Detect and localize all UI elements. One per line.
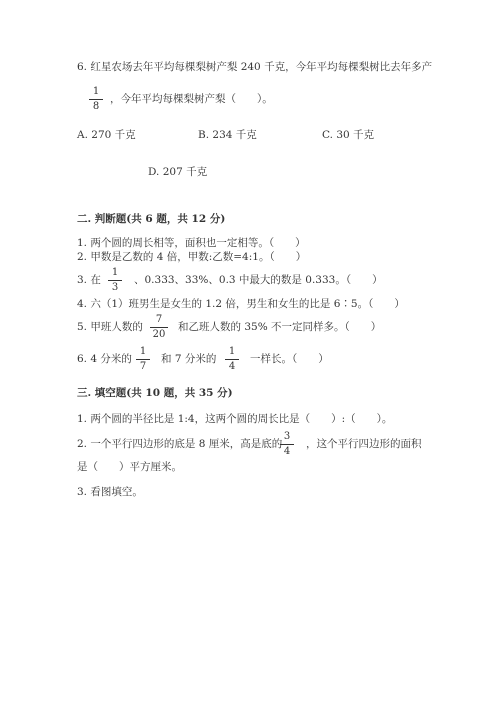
fraction-numerator: 7 — [155, 314, 163, 325]
s3-question-2-fraction — [280, 431, 294, 458]
s2-question-3-pre: 3. 在 — [77, 274, 101, 286]
fraction-bar — [89, 99, 103, 100]
q6-fraction — [89, 86, 103, 113]
fraction-numerator: 1 — [139, 346, 147, 357]
fraction-numerator: 1 — [92, 86, 100, 97]
s3-question-1: 1. 两个圆的半径比是 1:4，这两个圆的周长比是（ ）:（ ）。 — [77, 413, 393, 425]
s2-question-1: 1. 两个圆的周长相等，面积也一定相等。（ ） — [77, 237, 306, 249]
q6-option-d[interactable]: D. 207 千克 — [148, 166, 208, 178]
fraction-denominator: 4 — [283, 446, 291, 457]
fraction-bar — [108, 280, 122, 281]
q6-option-b[interactable]: B. 234 千克 — [198, 129, 257, 141]
fraction-numerator: 1 — [111, 267, 119, 278]
s2-question-3-fraction — [108, 267, 122, 294]
s2-question-3-post: 、0.333、33%、0.3 中最大的数是 0.333。（ ） — [134, 274, 383, 286]
q6-stem-continued: ，今年平均每棵梨树产梨（ ）。 — [110, 93, 273, 105]
s3-question-2-line2: 是（ ）平方厘米。 — [77, 461, 182, 473]
s2-question-4: 4. 六（1）班男生是女生的 1.2 倍，男生和女生的比是 6∶5。（ ） — [77, 298, 405, 310]
fraction-numerator: 1 — [228, 346, 236, 357]
s2-question-6-pre: 6. 4 分米的 — [77, 353, 132, 365]
q6-option-c[interactable]: C. 30 千克 — [322, 129, 375, 141]
fraction-numerator: 3 — [283, 431, 291, 442]
s2-question-6-fraction-1 — [136, 346, 150, 373]
fraction-denominator: 8 — [92, 101, 100, 112]
fraction-bar — [136, 359, 150, 360]
s2-question-5-fraction — [150, 314, 168, 341]
s2-question-6-post: 一样长。（ ） — [250, 353, 329, 365]
s3-question-2-post: ，这个平行四边形的面积 — [306, 438, 422, 450]
section2-title: 二. 判断题(共 6 题，共 12 分) — [77, 213, 226, 225]
s2-question-5-post: 和乙班人数的 35% 不一定同样多。（ ） — [178, 321, 382, 333]
fraction-bar — [225, 359, 239, 360]
s2-question-6-fraction-2 — [225, 346, 239, 373]
fraction-denominator: 4 — [228, 361, 236, 372]
fraction-denominator: 3 — [111, 282, 119, 293]
s2-question-6-mid: 和 7 分米的 — [161, 353, 217, 365]
fraction-denominator: 20 — [152, 329, 166, 340]
fraction-bar — [280, 444, 294, 445]
q6-stem: 6. 红星农场去年平均每棵梨树产梨 240 千克，今年平均每棵梨树比去年多产 — [77, 61, 433, 73]
s3-question-3: 3. 看图填空。 — [77, 486, 143, 498]
s2-question-5-pre: 5. 甲班人数的 — [77, 321, 143, 333]
fraction-denominator: 7 — [139, 361, 147, 372]
s2-question-2: 2. 甲数是乙数的 4 倍，甲数:乙数=4:1。（ ） — [77, 251, 307, 263]
q6-option-a[interactable]: A. 270 千克 — [77, 129, 136, 141]
s3-question-2-pre: 2. 一个平行四边形的底是 8 厘米，高是底的 — [77, 438, 283, 450]
fraction-bar — [150, 327, 168, 328]
section3-title: 三. 填空题(共 10 题，共 35 分) — [77, 387, 233, 399]
